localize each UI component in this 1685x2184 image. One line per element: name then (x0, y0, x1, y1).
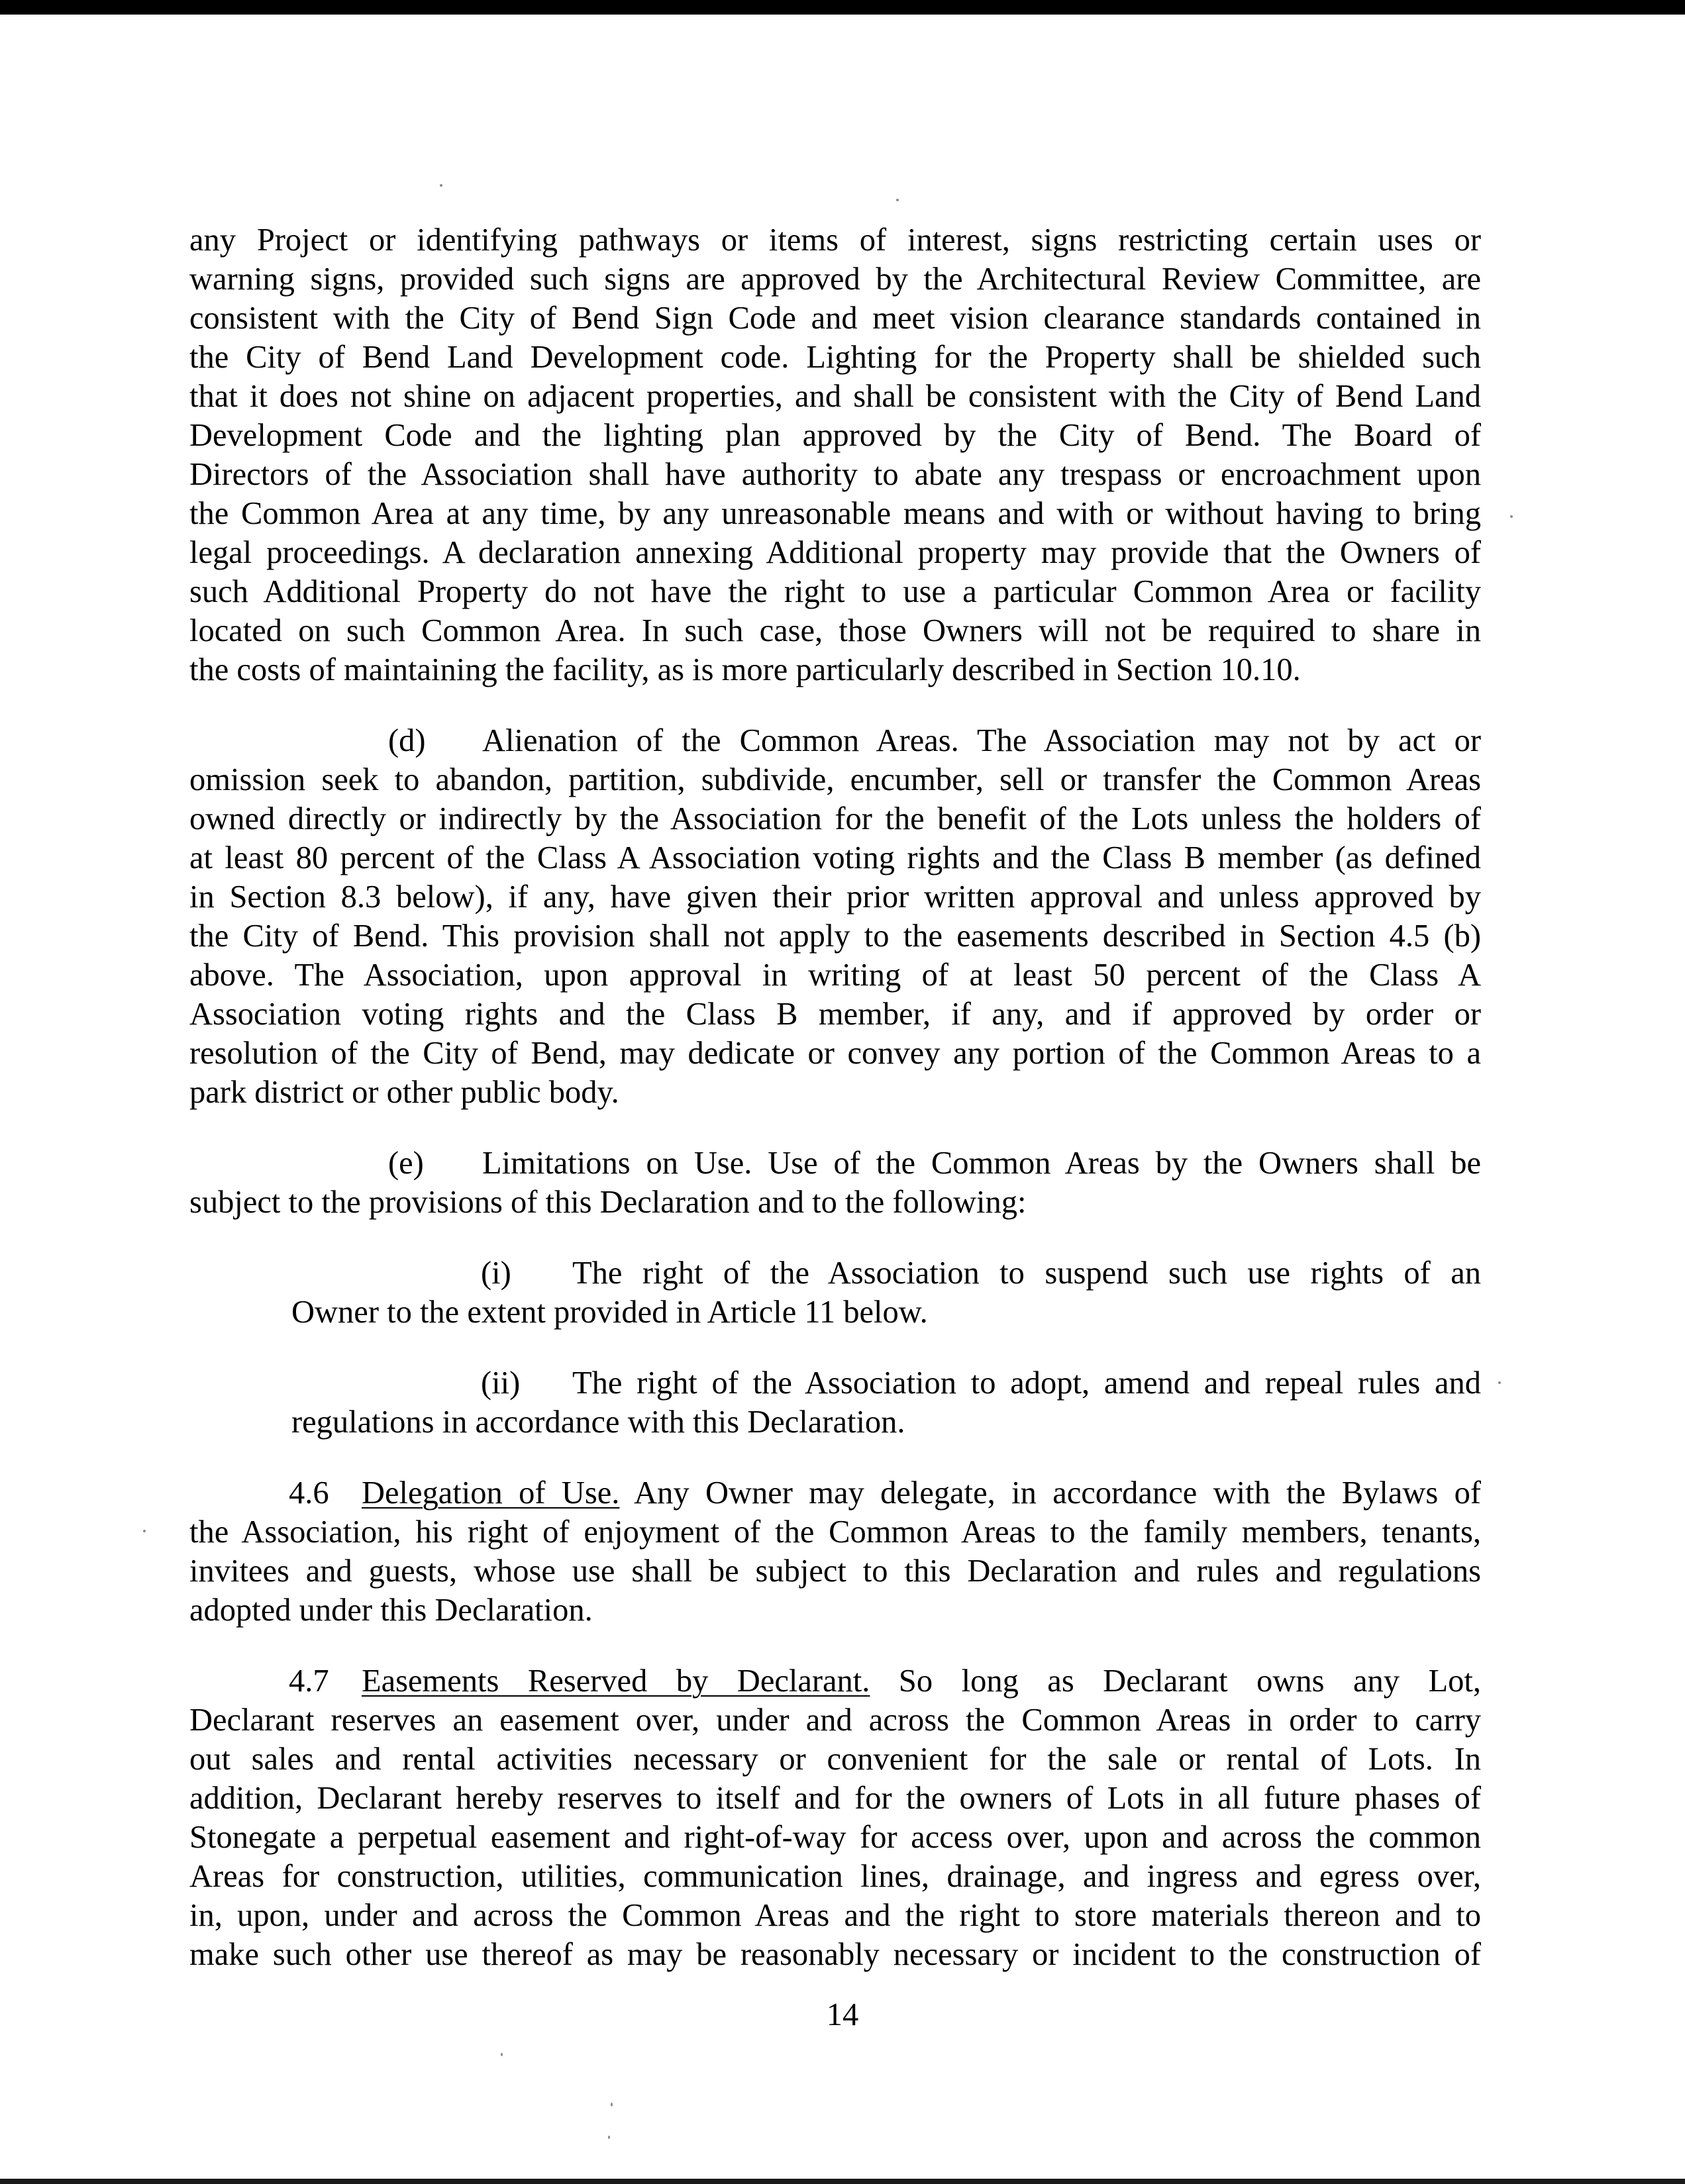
section-number: 4.6 (289, 1475, 329, 1511)
text-line: the City of Bend. This provision shall not apply to the easements described in Section 4.5 (b) (189, 918, 1481, 954)
sub-item-i (189, 1254, 1481, 1332)
text-line: out sales and rental activities necessary or convenient for the sale or rental of Lots. In (189, 1742, 1481, 1777)
text-line: legal proceedings. A declaration annexing Additional property may provide that the Owners of (189, 535, 1481, 570)
text-line: regulations in accordance with this Declaration. (291, 1405, 905, 1440)
text-line: resolution of the City of Bend, may dedicate or convey any portion of the Common Areas to a (189, 1036, 1481, 1071)
scan-speck (896, 199, 899, 201)
text-line: that it does not shine on adjacent properties, and shall be consistent with the City of Bend Land (189, 379, 1481, 414)
section-4-7 (189, 1662, 1481, 1974)
text-line: warning signs, provided such signs are approved by the Architectural Review Committee, are (189, 262, 1481, 297)
paragraph-e (189, 1144, 1481, 1222)
paragraph-lead-text: The right of the Association to adopt, amend and repeal rules and (572, 1365, 1481, 1401)
text-line: Development Code and the lighting plan approved by the City of Bend. The Board of (189, 418, 1481, 453)
paragraph-marker: (ii) (481, 1365, 521, 1401)
scan-speck (1498, 1381, 1501, 1384)
text-line: Areas for construction, utilities, communication lines, drainage, and ingress and egress over, (189, 1859, 1481, 1894)
text-line: located on such Common Area. In such case, those Owners will not be required to share in (189, 613, 1481, 648)
scan-speck (611, 2103, 613, 2107)
scan-top-border (0, 0, 1685, 15)
section-lead-text: So long as Declarant owns any Lot, (898, 1663, 1481, 1699)
text-line: the Association, his right of enjoyment of the Common Areas to the family members, tenants, (189, 1514, 1481, 1550)
section-number: 4.7 (289, 1663, 329, 1699)
text-line: the costs of maintaining the facility, as is more particularly described in Section 10.10. (189, 652, 1301, 687)
paragraph-marker: (i) (481, 1256, 511, 1291)
section-heading: Easements Reserved by Declarant. (362, 1663, 870, 1699)
scan-speck (608, 2136, 610, 2139)
scan-speck (501, 2053, 503, 2056)
text-line: omission seek to abandon, partition, subdivide, encumber, sell or transfer the Common Areas (189, 762, 1481, 797)
section-heading: Delegation of Use. (362, 1475, 620, 1511)
section-4-6 (189, 1473, 1481, 1630)
paragraph-lead-text: Limitations on Use. Use of the Common Areas by the Owners shall be (482, 1146, 1481, 1181)
sub-item-ii (189, 1364, 1481, 1442)
paragraph-c-continuation (189, 221, 1481, 689)
document-page (189, 221, 1481, 1974)
text-line: the City of Bend Land Development code. Lighting for the Property shall be shielded such (189, 340, 1481, 375)
paragraph-first-line (189, 1254, 1481, 1293)
text-line: adopted under this Declaration. (189, 1593, 593, 1628)
paragraph-lead-text: The right of the Association to suspend such use rights of an (572, 1256, 1481, 1291)
scan-speck (440, 184, 442, 187)
section-first-line (189, 1473, 1481, 1513)
text-line: the Common Area at any time, by any unreasonable means and with or without having to bring (189, 496, 1481, 531)
paragraph-lead-text: Alienation of the Common Areas. The Association may not by act or (482, 723, 1481, 758)
text-line: addition, Declarant hereby reserves to itself and for the owners of Lots in all future phases of (189, 1781, 1481, 1816)
paragraph-marker: (e) (388, 1146, 424, 1181)
text-line: such Additional Property do not have the right to use a particular Common Area or facility (189, 574, 1481, 609)
text-line: at least 80 percent of the Class A Association voting rights and the Class B member (as defined (189, 840, 1481, 875)
text-line: park district or other public body. (189, 1075, 619, 1110)
text-line: Owner to the extent provided in Article 11 below. (291, 1295, 928, 1330)
text-line: owned directly or indirectly by the Association for the benefit of the Lots unless the holders of (189, 801, 1481, 836)
text-line: consistent with the City of Bend Sign Code and meet vision clearance standards contained in (189, 301, 1481, 336)
text-line: make such other use thereof as may be reasonably necessary or incident to the construction of (189, 1937, 1481, 1972)
text-line: above. The Association, upon approval in writing of at least 50 percent of the Class A (189, 958, 1481, 993)
text-line: Stonegate a perpetual easement and right-of-way for access over, upon and across the common (189, 1820, 1481, 1855)
text-line: Declarant reserves an easement over, under and across the Common Areas in order to carry (189, 1703, 1481, 1738)
text-line: in Section 8.3 below), if any, have given their prior written approval and unless approved by (189, 879, 1481, 915)
paragraph-d (189, 721, 1481, 1112)
text-line: in, upon, under and across the Common Areas and the right to store materials thereon and to (189, 1898, 1481, 1933)
scan-bottom-border (0, 2179, 1685, 2184)
text-line: Directors of the Association shall have authority to abate any trespass or encroachment upon (189, 457, 1481, 492)
paragraph-first-line (189, 1144, 1481, 1183)
scan-speck (1510, 515, 1513, 518)
paragraph-marker: (d) (388, 723, 426, 758)
paragraph-first-line (189, 721, 1481, 760)
text-line: any Project or identifying pathways or items of interest, signs restricting certain uses or (189, 223, 1481, 258)
text-line: Association voting rights and the Class B member, if any, and if approved by order or (189, 997, 1481, 1032)
section-first-line (189, 1662, 1481, 1701)
text-line: invitees and guests, whose use shall be subject to this Declaration and rules and regulations (189, 1554, 1481, 1589)
paragraph-first-line (189, 1364, 1481, 1403)
page-number: 14 (826, 1997, 859, 2032)
section-lead-text: Any Owner may delegate, in accordance with the Bylaws of (634, 1475, 1481, 1511)
text-line: subject to the provisions of this Declaration and to the following: (189, 1185, 1027, 1220)
scan-speck (143, 1530, 146, 1532)
